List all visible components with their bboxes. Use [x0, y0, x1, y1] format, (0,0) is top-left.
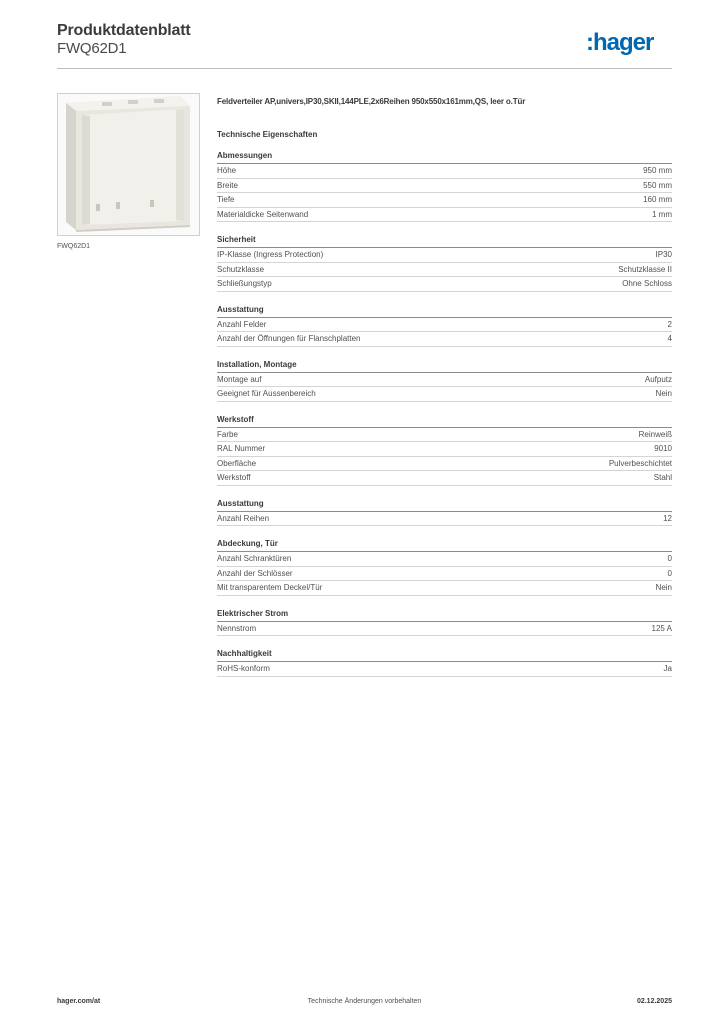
property-label: Tiefe	[217, 195, 235, 205]
property-row	[217, 567, 672, 582]
property-value: 160 mm	[643, 195, 672, 205]
product-details	[217, 96, 672, 689]
property-section	[217, 304, 672, 347]
property-row	[217, 442, 672, 457]
property-section	[217, 648, 672, 677]
property-value: Reinweiß	[638, 429, 672, 439]
image-caption: FWQ62D1	[57, 243, 91, 250]
property-row	[217, 208, 672, 223]
product-code: FWQ62D1	[57, 40, 127, 57]
property-label: Anzahl Felder	[217, 319, 267, 329]
property-value: 0	[667, 554, 672, 564]
property-value: Stahl	[653, 473, 672, 483]
property-value: 2	[667, 319, 672, 329]
section-title: Abmessungen	[217, 150, 672, 164]
property-row	[217, 373, 672, 388]
property-value: 550 mm	[643, 180, 672, 190]
property-value: Schutzklasse II	[618, 264, 672, 274]
property-label: Anzahl Schranktüren	[217, 554, 292, 564]
hager-logo-text: :hager	[586, 29, 654, 56]
property-label: Breite	[217, 180, 238, 190]
page-footer	[57, 998, 672, 1010]
property-value: 125 A	[651, 623, 672, 633]
technical-properties-title: Technische Eigenschaften	[217, 130, 318, 139]
property-row	[217, 164, 672, 179]
property-label: Nennstrom	[217, 623, 257, 633]
section-title: Nachhaltigkeit	[217, 648, 672, 662]
property-row	[217, 471, 672, 486]
property-label: Anzahl Reihen	[217, 513, 270, 523]
product-image	[57, 93, 200, 236]
property-label: RAL Nummer	[217, 444, 266, 454]
property-row	[217, 263, 672, 278]
section-title: Ausstattung	[217, 304, 672, 318]
property-label: IP-Klasse (Ingress Protection)	[217, 250, 324, 260]
property-value: IP30	[655, 250, 672, 260]
property-row	[217, 318, 672, 333]
property-label: Oberfläche	[217, 458, 257, 468]
header-divider	[57, 68, 672, 69]
product-description: Feldverteiler AP,univers,IP30,SKII,144PLE,2x6Reihen 950x550x161mm,QS, leer o.Tür	[217, 97, 526, 106]
property-value: 4	[667, 334, 672, 344]
property-value: 950 mm	[643, 166, 672, 176]
property-value: 0	[667, 568, 672, 578]
section-title: Sicherheit	[217, 234, 672, 248]
property-label: RoHS-konform	[217, 664, 270, 674]
property-row	[217, 277, 672, 292]
property-section	[217, 414, 672, 486]
property-row	[217, 622, 672, 637]
property-row	[217, 581, 672, 596]
property-value: Ja	[663, 664, 672, 674]
property-row	[217, 428, 672, 443]
hager-logo	[586, 28, 672, 58]
property-label: Schutzklasse	[217, 264, 265, 274]
property-section	[217, 498, 672, 527]
property-label: Farbe	[217, 429, 238, 439]
document-title: Produktdatenblatt	[57, 22, 191, 39]
property-label: Anzahl der Schlösser	[217, 568, 293, 578]
section-title: Ausstattung	[217, 498, 672, 512]
property-row	[217, 457, 672, 472]
property-label: Schließungstyp	[217, 279, 272, 289]
page-header	[57, 20, 672, 68]
distribution-cabinet-image	[58, 94, 199, 235]
property-label: Werkstoff	[217, 473, 251, 483]
property-label: Montage auf	[217, 374, 262, 384]
property-value: 12	[663, 513, 672, 523]
property-value: Pulverbeschichtet	[608, 458, 672, 468]
property-section	[217, 608, 672, 637]
property-value: 1 mm	[652, 209, 672, 219]
property-label: Geeignet für Aussenbereich	[217, 389, 316, 399]
property-row	[217, 512, 672, 527]
property-label: Höhe	[217, 166, 237, 176]
property-row	[217, 332, 672, 347]
property-value: Ohne Schloss	[622, 279, 672, 289]
property-section	[217, 359, 672, 402]
property-label: Materialdicke Seitenwand	[217, 209, 309, 219]
property-section	[217, 150, 672, 222]
property-section	[217, 234, 672, 292]
property-label: Anzahl der Öffnungen für Flanschplatten	[217, 334, 361, 344]
property-label: Mit transparentem Deckel/Tür	[217, 583, 323, 593]
property-value: Aufputz	[644, 374, 672, 384]
property-value: Nein	[655, 389, 672, 399]
property-row	[217, 248, 672, 263]
footer-date: 02.12.2025	[636, 998, 672, 1005]
section-title: Werkstoff	[217, 414, 672, 428]
section-title: Abdeckung, Tür	[217, 538, 672, 552]
section-title: Elektrischer Strom	[217, 608, 672, 622]
footer-website: hager.com/at	[57, 998, 101, 1005]
section-title: Installation, Montage	[217, 359, 672, 373]
property-value: 9010	[654, 444, 672, 454]
property-row	[217, 552, 672, 567]
footer-disclaimer: Technische Änderungen vorbehalten	[307, 998, 422, 1005]
property-value: Nein	[655, 583, 672, 593]
property-row	[217, 193, 672, 208]
property-section	[217, 538, 672, 596]
property-row	[217, 387, 672, 402]
property-row	[217, 662, 672, 677]
property-row	[217, 179, 672, 194]
property-sections	[217, 150, 672, 677]
